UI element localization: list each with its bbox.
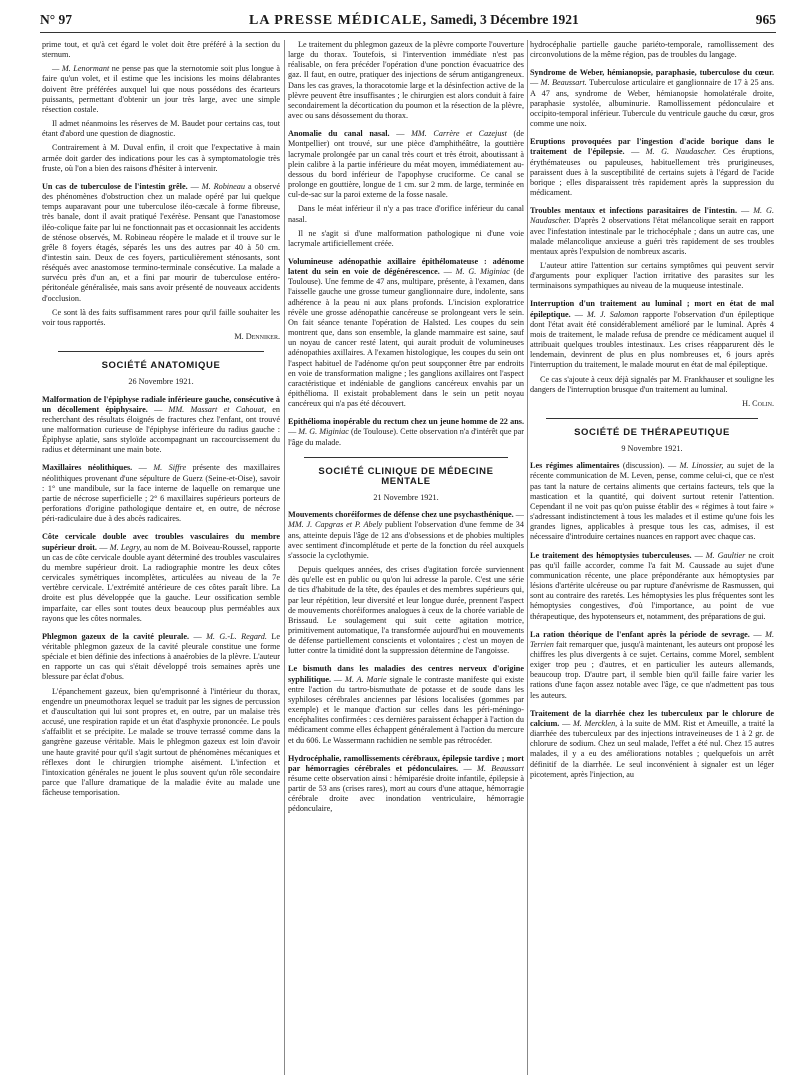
issue-date: Samedi, 3 Décembre 1921 — [427, 12, 579, 27]
abstract: Les régimes alimentaires (discussion). — M. Linossier, au sujet de la récente communication de M. Leven, pense, comme celui-ci, que ce n'est pas tant la nature de certains aliments que certains facteurs, tels que la mastication et la quantité, qui doivent surtout retenir l'attention. Cependant il ne voit pas qu'on puisse établir des « régimes à tout faire » s'adressant indistinctement à tous les malades et il estime qu'une fois les grandes lignes, applicables à presque tous les cas, admises, il est nécessaire d'introduire certaines nuances en rapport avec chaque cas. — [530, 461, 774, 542]
abstract-title: Un cas de tuberculose de l'intestin grêle. — [42, 181, 188, 191]
abstract: Un cas de tuberculose de l'intestin grêle. — M. Robineau a observé des phénomènes d'obstruction chez un malade opéré par lui quelque temps auparavant pour une tuberculose iléo-cæcale à forme fibreuse, très banale, dont il avait pratiqué l'exérèse. Pensant que l'anastomose iléo-colique faite par lui ne fonctionnait pas et occasionnait les accidents de sténose observés, M. Robineau réopère le malade et il trouve sur le grêle 8 foyers étagés, séparés les uns des autres par 40 à 50 cm. d'intestin sain. Deux de ces foyers, particulièrement sténosants, sont réséqués avec anastomose termino-terminale consécutive. La malade a survécu près d'un an, et a fini par mourir de tuberculose entéro-péritonéale généralisée, mais sans avoir présenté de nouveaux accidents d'occlusion. — [42, 181, 280, 303]
abstract-title: Anomalie du canal nasal. — [288, 129, 390, 139]
author-name: M. Terrien — [530, 629, 774, 649]
abstract: Hydrocéphalie, ramollissements cérébraux, épilepsie tardive ; mort par hémorragies cérébrales et pédonculaires. — M. Beaussart résume cette observation ainsi : hémiparésie droite infantile, épilepsie à partir de 53 ans (crises rares), mort au cours d'une attaque, hémorragie cérébrale droite avec inondation ventriculaire, hémorragie pédonculaire, — [288, 753, 524, 814]
abstract-title: Phlegmon gazeux de la cavité pleurale. — [42, 631, 190, 641]
abstract-title: Côte cervicale double avec troubles vasculaires du membre supérieur droit. — [42, 532, 280, 552]
paragraph: hydrocéphalie partielle gauche pariéto-temporale, ramollissement des circonvolutions de la même région, pas de troubles du langage. — [530, 40, 774, 60]
section-date: 9 Novembre 1921. — [621, 444, 683, 454]
abstract-title: Le traitement des hémoptysies tuberculeuses. — [530, 550, 692, 560]
abstract: Traitement de la diarrhée chez les tuberculeux par le chlorure de calcium. — M. Mercklen, à la suite de MM. Rist et Ameuille, a traité la diarrhée des tuberculeux par des injections intraveineuses de 1 à 2 gr. de chlorure de sodium. Chez un seul malade, l'effet a été nul. Chez 15 autres malades, il y a eu des améliorations notables ; quelquefois un arrêt définitif de la diarrhée. Le seul inconvénient à signaler est un léger picotement, après l'injection, au — [530, 708, 774, 779]
abstract: Interruption d'un traitement au luminal ; mort en état de mal épileptique. — M. J. Salomon rapporte l'observation d'un épileptique dont l'état avait été considérablement amélioré par le luminal. Après 4 mois de traitement, le malade refusa de prendre ce médicament auquel il attribuait quelques troubles intestinaux. Les crises réapparurent dès le lendemain, devinrent de plus en plus nombreuses et, 6 jours après l'interruption du traitement, le malade mourut en état de mal épileptique. — [530, 299, 774, 370]
issue-number: N° 97 — [40, 12, 73, 27]
column-2 — [288, 40, 524, 1075]
signature: H. Colin. — [742, 398, 774, 408]
author-name: M. G. Miginiac — [455, 267, 510, 277]
abstract: Eruptions provoquées par l'ingestion d'acide borique dans le traitement de l'épilepsie. — M. G. Naudascher. Ces éruptions, érythémateuses ou papuleuses, habituellement très prurigineuses, paraissent dues à la susceptibilité de certains sujets à l'égard de l'acide borique ; elles disparaissent très rapidement après la suppression du médicament. — [530, 137, 774, 198]
paragraph: Ce sont là des faits suffisamment rares pour qu'il faille souhaiter les voir tous rapportés. — [42, 307, 280, 327]
abstract: Epithélioma inopérable du rectum chez un jeune homme de 22 ans. — M. G. Miginiac (de Toulouse). Cette observation n'a d'intérêt que par l'âge du malade. — [288, 417, 524, 447]
abstract: Troubles mentaux et infections parasitaires de l'intestin. — M. G. Naudascher. D'après 2 observations l'état mélancolique serait en rapport avec l'infestation intestinale par le trichocéphale ; dans un autre cas, une malade mélancolique anxieuse a guéri très rapidement de ses troubles mentaux après l'expulsion de nombreux ascaris. — [530, 206, 774, 256]
abstract: Mouvements choréiformes de défense chez une psychasthénique. — MM. J. Capgras et P. Abely publient l'observation d'une femme de 34 ans, atteinte depuis l'âge de 12 ans d'obsessions et de phobies multiples avec sentiment d'incomplétude et perte de la fonction du réel auxquels s'associe la cyclothymie. — [288, 510, 524, 560]
abstract: Malformation de l'épiphyse radiale inférieure gauche, consécutive à un décollement épiphysaire. — MM. Massart et Cahouat, en recherchant des résultats éloignés de fractures chez l'enfant, ont trouvé une malformation curieuse de l'épiphyse inférieure du radius gauche : Épiphyse aplatie, sans styloïde accompagnant un raccourcissement du radius et déterminant une main bote. — [42, 394, 280, 455]
abstract-title: Syndrome de Weber, hémianopsie, paraphasie, tuberculose du cœur. — [530, 68, 774, 78]
paragraph: Dans le méat inférieur il n'y a pas trace d'orifice inférieur du canal nasal. — [288, 204, 524, 224]
abstract-title: Volumineuse adénopathie axillaire épithélomateuse : adénome latent du sein en voie de dégénérescence. — [288, 256, 524, 277]
author-name: — M. Lenormant — [52, 64, 110, 74]
author-name: MM. J. Capgras et P. Abely — [288, 520, 383, 530]
abstract-title: Malformation de l'épiphyse radiale inférieure gauche, consécutive à un décollement épiphysaire. — [42, 394, 280, 414]
author-name: MM. Carrère et Cazejust — [411, 129, 507, 139]
abstract: Le bismuth dans les maladies des centres nerveux d'origine syphilitique. — M. A. Marie signale le contraste manifeste qui existe entre l'action du tartro-bismuthate de potasse et de soude dans les syphiloses cérébrales anciennes par lésions localisées (gommes par exemple) et le manque d'action sur celles dans les péri-méningo-encéphalites confirmées : ces dernières paraissent échapper à l'action du médicament comme elles échappent généralement à l'action du mercure et du 606. Le Wassermann rachidien ne semble pas rétrocéder. — [288, 664, 524, 745]
abstract-title: Hydrocéphalie, ramollissements cérébraux, épilepsie tardive ; mort par hémorragies cérébrales et pédonculaires. — [288, 753, 524, 773]
abstract: Anomalie du canal nasal. — MM. Carrère et Cazejust (de Montpellier) ont trouvé, sur une pièce d'amphithéâtre, la gouttière lacrymale prolongée par un canal très court et très étroit, aboutissant à plein calibre à la partie inférieure du méat moyen, immédiatement au-dessous du bord inférieur de l'apophyse cruciforme. Ce canal se prolonge en gouttière, longue de 1 cm. sur 2 mm. de large, terminée en cul-de-sac sur la paroi externe de la fosse nasale. — [288, 129, 524, 200]
abstract-title: Le bismuth dans les maladies des centres nerveux d'origine syphilitique. — [288, 664, 524, 684]
paragraph: Il ne s'agit si d'une malformation pathologique ni d'une voie lacrymale artificiellement créée. — [288, 228, 524, 248]
abstract-title: Les régimes alimentaires — [530, 461, 620, 471]
header-rule — [40, 32, 776, 33]
journal-title-line — [249, 12, 579, 29]
paragraph: prime tout, et qu'à cet égard le volet doit être préféré à la section du sternum. — [42, 40, 280, 60]
section-title: SOCIÉTÉ DE THÉRAPEUTIQUE — [546, 418, 758, 438]
author-name: M. G.-L. Regard. — [206, 631, 267, 641]
paragraph: L'épanchement gazeux, bien qu'emprisonné à l'intérieur du thorax, engendre un pneumothorax lequel se traduit par les signes de percussion et d'auscultation qui lui sont propres et, en outre, par un malaise très accusé, une respiration rapide et un état d'asphyxie prononcée. Le pouls s'affaiblit et se précipite. Le malade se trouve terrassé comme dans la gangrène gazeuse véritable. Mais le phlegmon gazeux est loin d'avoir une haute gravité pour qu'il s'agit surtout de phénomènes mécaniques et réflexes dont le chirurgien triomphe aisément. L'infection et l'intoxication générales ne jouent le plus souvent qu'un rôle secondaire parce que l'allure dramatique de la maladie évite au malade une fâcheuse temporisation. — [42, 686, 280, 798]
abstract: Volumineuse adénopathie axillaire épithélomateuse : adénome latent du sein en voie de dégénérescence. — M. G. Miginiac (de Toulouse). Une femme de 47 ans, multipare, présente, à l'examen, dans l'aisselle gauche une grosse tumeur ganglionnaire dure, indolente, sans adhérence à la peau ni aux plans profonds. L'incision exploratrice révèle une grosse adénopathie cancéreuse se prolongeant vers le sein. On fait séance tenante l'opération de Halsted. Les coupes du sein montrent que, dans son ensemble, la glande mammaire est saine, sauf un noyau de cancer resté latent, qui aurait produit de volumineuses adénopathies axillaires. A l'examen histologique, les coupes du sein ont l'aspect habituel de l'adénome qu'on peut soupçonner être par endroits en voie de transformation maligne ; les ganglions axillaires ont l'aspect caractéristique et indéniable de ganglions cancéreux envahis par un épithélioma. Il existait probablement dans le sein un petit noyau cancéreux qui n'a pas été découvert. — [288, 256, 524, 409]
author-name: M. G. Naudascher. — [530, 206, 774, 226]
abstract-title: Mouvements choréiformes de défense chez une psychasthénique. — [288, 510, 514, 520]
abstract-title: Interruption d'un traitement au luminal ; mort en état de mal épileptique. — [530, 299, 774, 319]
paragraph: Il admet néanmoins les réserves de M. Baudet pour certains cas, tout étant d'abord une question de diagnostic. — [42, 119, 280, 139]
paragraph: — M. Lenormant ne pense pas que la sternotomie soit plus longue à faire qu'un volet, et il estime que les incisions les moins délabrantes doivent être préférées auxquel lui que nous possédons des écarteurs puissants, permettant d'obtenir un jour très large, avec une simple résection costale. — [42, 64, 280, 114]
page-header — [40, 12, 776, 34]
abstract-title: Troubles mentaux et infections parasitaires de l'intestin. — [530, 206, 738, 216]
paragraph: Contrairement à M. Duval enfin, il croit que l'expectative à main armée doit garder des indications pour les cas à symptomatologie très fruste, où l'on a bien des raisons d'hésiter à intervenir. — [42, 143, 280, 173]
author-name: M. Legry, — [109, 542, 142, 552]
column-divider — [527, 40, 528, 1075]
column-1 — [42, 40, 280, 1075]
section-title: SOCIÉTÉ CLINIQUE DE MÉDECINE MENTALE — [304, 457, 508, 487]
paragraph: Depuis quelques années, des crises d'agitation forcée surviennent dès qu'elle est en public ou qu'on lui adresse la parole. C'est une série de tics d'habitude de la tête, des épaules et des membres supérieurs qui, par leur répétition, leur diversité et leur longue durée, prennent l'aspect de mouvements choréiformes analogues à ceux de la chorée variable de Brissaud. Le soulagement qui suit cette agitation motrice, primitivement automatique, l'a transformée aujourd'hui en mouvements de défense partiellement conscients et volontaires ; c'est un moyen de lutter contre la timidité dont la suppression détermine de l'angoisse. — [288, 565, 524, 656]
author-name: M. Siffre — [153, 463, 187, 473]
abstract: Phlegmon gazeux de la cavité pleurale. — M. G.-L. Regard. Le véritable phlegmon gazeux de la cavité pleurale constitue une forme spéciale et bien définie des infections à anaérobies de la plèvre. L'auteur en rapporte un cas qui s'était développé trois semaines après une blessure par éclat d'obus. — [42, 631, 280, 682]
abstract: La ration théorique de l'enfant après la période de sevrage. — M. Terrien fait remarquer que, jusqu'à maintenant, les auteurs ont proposé les chiffres les plus divergents à ce sujet. Certains, comme Morel, semblent exiger trop peu ; d'autres, et en particulier les auteurs allemands, beaucoup trop. D'autre part, il semble bien qu'il faille faire varier les rations d'une façon assez notable avec l'âge, ce que n'admettent pas tous les auteurs. — [530, 629, 774, 700]
author-name: M. A. Marie — [345, 674, 387, 684]
signature: M. Denniker. — [234, 332, 280, 342]
abstract: Syndrome de Weber, hémianopsie, paraphasie, tuberculose du cœur. — M. Beaussart. Tuberculose articulaire et ganglionnaire de 17 à 25 ans. A 47 ans, syndrome de Weber, hémianopsie homolatérale droite, paraphasie systolée, albuminurie. Ramollissement pédonculaire et occipito-temporal inférieur. Tubercule du ventricule gauche du cœur, gros comme une noix. — [530, 68, 774, 129]
author-name: M. Linossier, — [679, 461, 724, 471]
paragraph: Le traitement du phlegmon gazeux de la plèvre comporte l'ouverture large du thorax. Toutefois, si l'intervention immédiate n'est pas réalisable, on fera précéder l'opération d'une ponction évacuatrice des gaz. Il faut, en outre, pratiquer des injections de sérum antigangreneux. Dans les cas graves, la thoracotomie large et la désinfection active de la plèvre peuvent être insuffisantes ; le chirurgien est alors conduit à faire secondairement la décortication du poumon et la résection de la plèvre, avec ou sans désossement du thorax. — [288, 40, 524, 121]
section-title: SOCIÉTÉ ANATOMIQUE — [58, 351, 264, 371]
paragraph: L'auteur attire l'attention sur certains symptômes qui peuvent servir d'arguments pour expliquer l'action irritative des parasites sur les terminaisons sympathiques au niveau de la muqueuse intestinale. — [530, 260, 774, 291]
abstract-title: Maxillaires néolithiques. — [42, 463, 133, 473]
author-name: M. Robineau — [201, 181, 245, 191]
abstract-title: Epithélioma inopérable du rectum chez un jeune homme de 22 ans. — [288, 417, 524, 427]
journal-title: LA PRESSE MÉDICALE, — [249, 13, 428, 28]
section-date: 26 Novembre 1921. — [128, 377, 194, 387]
page-number: 965 — [755, 12, 776, 27]
author-name: M. Beaussart — [477, 763, 524, 773]
abstract: Maxillaires néolithiques. — M. Siffre présente des maxillaires néolithiques provenant d'une sépulture de Guerz (Seine-et-Oise), savoir : 1° une mandibule, sur la face interne de laquelle on remarque une partie de nécrose superficielle ; 2° 6 maxillaires supérieurs porteurs de perforations d'origine pathologique dentaire et, en outre, de nécrose péri-radiculaire due à des abcès radicaires. — [42, 463, 280, 524]
abstract-title: La ration théorique de l'enfant après la période de sevrage. — [530, 629, 750, 639]
column-divider — [284, 40, 285, 1075]
author-name: M. J. Salomon — [587, 309, 639, 319]
abstract: Le traitement des hémoptysies tuberculeuses. — M. Gaultier ne croit pas qu'il faille accorder, comme l'a fait M. Caussade au sujet d'une communication récente, une place prépondérante aux hémoptysies par lésions d'artérite ulcéreuse ou par rupture d'anévrisme de Rasmussen, qui sont au contraire des raretés. Les hémoptysies les plus fréquentes sont les hémoptysies congestives, d'où l'importance, au point de vue thérapeutique, des hypotenseurs et, notamment, des préparations de gui. — [530, 550, 774, 621]
author-name: M. G. Naudascher. — [645, 147, 717, 157]
author-name: MM. Massart et Cahouat, — [168, 404, 267, 414]
abstract-title: Traitement de la diarrhée chez les tuberculeux par le chlorure de calcium. — [530, 708, 774, 728]
column-3 — [530, 40, 774, 1075]
author-name: M. Mercklen, — [572, 718, 618, 728]
section-date: 21 Novembre 1921. — [373, 493, 439, 503]
author-name: M. Gaultier — [705, 550, 746, 560]
abstract: Côte cervicale double avec troubles vasculaires du membre supérieur droit. — M. Legry, au nom de M. Boiveau-Roussel, rapporte un cas de côte cervicale double ayant déterminé des troubles vasculaires du membre supérieur droit. La radiographie montre les deux côtes cervicales symétriques incomplètes, articulées au niveau de la 7e vertèbre cervicale. L'extrémité antérieure de ces côtes paraît libre. La droite est plus développée que la gauche. Leur ossification semble imparfaite, car elles sont toutes deux beaucoup plus perméables aux rayons que les côtes normales. — [42, 532, 280, 623]
author-name: M. G. Miginiac — [298, 427, 349, 437]
author-name: M. Beaussart. — [540, 78, 587, 88]
paragraph: Ce cas s'ajoute à ceux déjà signalés par M. Frankhauser et souligne les dangers de l'interruption brusque d'un traitement au luminal. — [530, 374, 774, 394]
abstract-title: Eruptions provoquées par l'ingestion d'acide borique dans le traitement de l'épilepsie. — [530, 137, 774, 157]
